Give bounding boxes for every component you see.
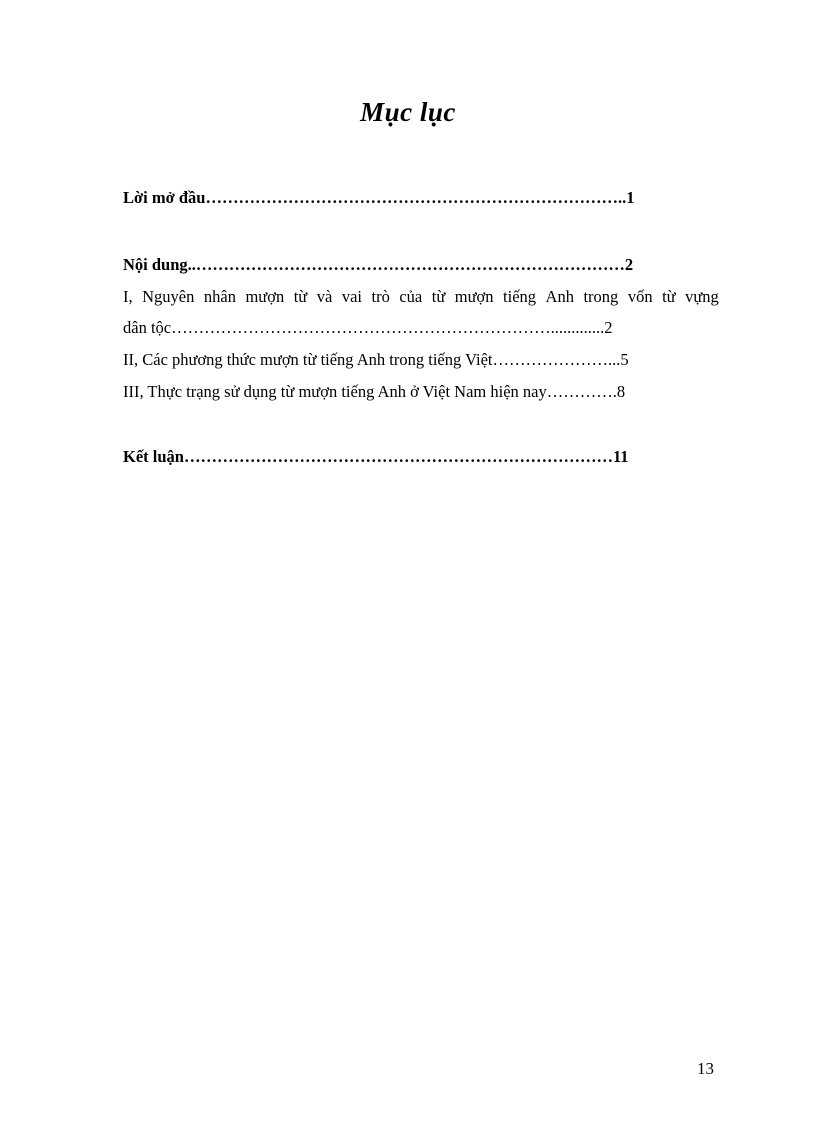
toc-word: Nguyên — [142, 287, 195, 306]
toc-word: từ — [293, 287, 308, 306]
toc-word: mượn — [245, 287, 285, 306]
toc-word: của — [399, 287, 423, 306]
page-number: 13 — [697, 1059, 714, 1078]
toc-word: vựng — [685, 287, 719, 306]
toc-entry-intro: Lời mở đầu…………………………………………………………………..1 — [123, 188, 635, 207]
toc-entry-section-2: II, Các phương thức mượn từ tiếng Anh trong tiếng Việt…………………...5 — [123, 350, 629, 369]
toc-word: từ — [662, 287, 676, 306]
toc-word: tiếng — [503, 287, 537, 306]
toc-entry-conclusion: Kết luận……………………………………………………………………11 — [123, 447, 629, 466]
toc-entry-content: Nội dung..……………………………………………………………………2 — [123, 255, 634, 274]
toc-word: mượn — [454, 287, 494, 306]
toc-entry-section-1-line-2: dân tộc…………………………………………………………….............2 — [123, 318, 613, 337]
toc-word: I, — [123, 287, 133, 306]
toc-word: từ — [431, 287, 446, 306]
toc-word: trong — [583, 287, 619, 306]
toc-word: vai — [341, 287, 362, 306]
toc-entry-section-3: III, Thực trạng sử dụng từ mượn tiếng Anh ở Việt Nam hiện nay………….8 — [123, 382, 626, 401]
toc-word: Anh — [545, 287, 574, 306]
toc-word: nhân — [203, 287, 236, 306]
page-title: Mục lục — [360, 97, 456, 127]
toc-entry-section-1-line-1 — [123, 286, 719, 308]
toc-word: vốn — [627, 287, 653, 306]
toc-word: trò — [371, 287, 390, 306]
toc-word: và — [316, 287, 333, 306]
